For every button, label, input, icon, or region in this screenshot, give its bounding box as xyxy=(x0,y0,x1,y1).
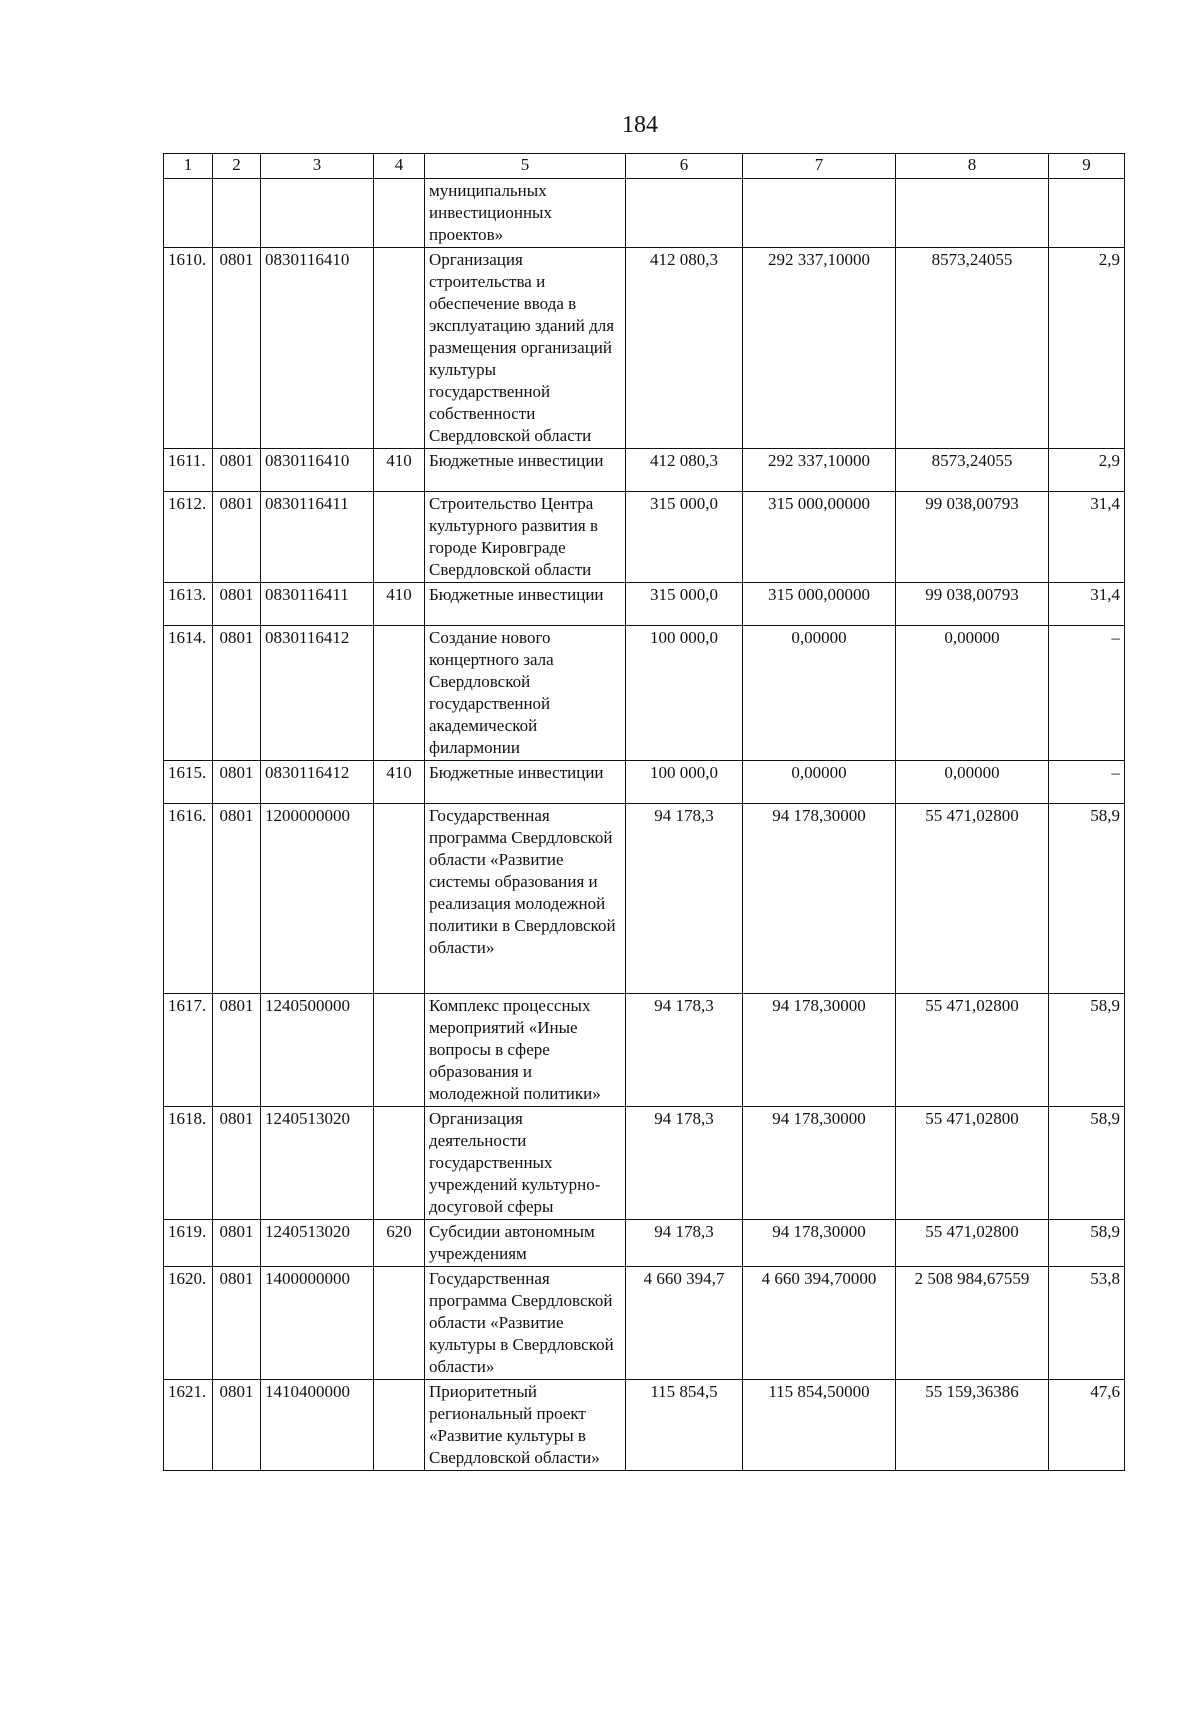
item-name-cell: Комплекс процессных мероприятий «Иные вопросы в сфере образования и молодежной политики» xyxy=(425,994,626,1107)
approved-amount-cell: 94 178,3 xyxy=(626,994,743,1107)
percent-cell: 58,9 xyxy=(1049,994,1125,1107)
row-number-cell: 1620. xyxy=(164,1267,213,1380)
item-name-cell: Бюджетные инвестиции xyxy=(425,449,626,492)
row-number-cell: 1612. xyxy=(164,492,213,583)
expense-type-cell xyxy=(374,1107,425,1220)
table-row xyxy=(164,449,1125,492)
section-code-cell: 0801 xyxy=(213,492,261,583)
target-code-cell: 1240500000 xyxy=(261,994,374,1107)
refined-amount-cell: 94 178,30000 xyxy=(743,1220,896,1267)
target-code-cell: 0830116410 xyxy=(261,449,374,492)
percent-cell: 47,6 xyxy=(1049,1380,1125,1471)
section-code-cell: 0801 xyxy=(213,449,261,492)
percent-cell: – xyxy=(1049,761,1125,804)
approved-amount-cell xyxy=(626,179,743,248)
table-row xyxy=(164,804,1125,994)
expense-type-cell xyxy=(374,994,425,1107)
refined-amount-cell: 315 000,00000 xyxy=(743,583,896,626)
approved-amount-cell: 315 000,0 xyxy=(626,492,743,583)
approved-amount-cell: 100 000,0 xyxy=(626,626,743,761)
approved-amount-cell: 100 000,0 xyxy=(626,761,743,804)
expense-type-cell: 410 xyxy=(374,583,425,626)
executed-amount-cell: 55 471,02800 xyxy=(896,1220,1049,1267)
percent-cell: 58,9 xyxy=(1049,1107,1125,1220)
target-code-cell: 1200000000 xyxy=(261,804,374,994)
item-name-cell: Приоритетный региональный проект «Развитие культуры в Свердловской области» xyxy=(425,1380,626,1471)
percent-cell: – xyxy=(1049,626,1125,761)
approved-amount-cell: 4 660 394,7 xyxy=(626,1267,743,1380)
section-code-cell: 0801 xyxy=(213,1380,261,1471)
executed-amount-cell: 8573,24055 xyxy=(896,449,1049,492)
column-header: 7 xyxy=(743,154,896,179)
expense-type-cell xyxy=(374,1380,425,1471)
table-row xyxy=(164,248,1125,449)
row-number-cell: 1610. xyxy=(164,248,213,449)
percent-cell: 31,4 xyxy=(1049,492,1125,583)
table-row xyxy=(164,1380,1125,1471)
percent-cell: 58,9 xyxy=(1049,804,1125,994)
expense-type-cell: 620 xyxy=(374,1220,425,1267)
table-body xyxy=(164,179,1125,1471)
expense-type-cell xyxy=(374,248,425,449)
percent-cell: 31,4 xyxy=(1049,583,1125,626)
section-code-cell: 0801 xyxy=(213,1220,261,1267)
row-number-cell: 1614. xyxy=(164,626,213,761)
percent-cell xyxy=(1049,179,1125,248)
target-code-cell: 0830116412 xyxy=(261,626,374,761)
target-code-cell: 1240513020 xyxy=(261,1220,374,1267)
section-code-cell: 0801 xyxy=(213,583,261,626)
table-row xyxy=(164,179,1125,248)
percent-cell: 58,9 xyxy=(1049,1220,1125,1267)
target-code-cell: 0830116411 xyxy=(261,583,374,626)
header-row xyxy=(164,154,1125,179)
row-number-cell: 1616. xyxy=(164,804,213,994)
item-name-cell: Строительство Центра культурного развития в городе Кировграде Свердловской области xyxy=(425,492,626,583)
executed-amount-cell: 99 038,00793 xyxy=(896,583,1049,626)
item-name-cell: Организация деятельности государственных учреждений культурно-досуговой сферы xyxy=(425,1107,626,1220)
column-header: 2 xyxy=(213,154,261,179)
executed-amount-cell: 55 159,36386 xyxy=(896,1380,1049,1471)
table-row xyxy=(164,626,1125,761)
executed-amount-cell: 0,00000 xyxy=(896,626,1049,761)
section-code-cell xyxy=(213,179,261,248)
table-row xyxy=(164,994,1125,1107)
executed-amount-cell: 55 471,02800 xyxy=(896,994,1049,1107)
refined-amount-cell: 94 178,30000 xyxy=(743,994,896,1107)
executed-amount-cell: 99 038,00793 xyxy=(896,492,1049,583)
item-name-cell: Государственная программа Свердловской области «Развитие культуры в Свердловской области» xyxy=(425,1267,626,1380)
approved-amount-cell: 412 080,3 xyxy=(626,449,743,492)
item-name-cell: Создание нового концертного зала Свердловской государственной академической филармонии xyxy=(425,626,626,761)
target-code-cell: 1240513020 xyxy=(261,1107,374,1220)
item-name-cell: Бюджетные инвестиции xyxy=(425,761,626,804)
approved-amount-cell: 115 854,5 xyxy=(626,1380,743,1471)
expense-type-cell xyxy=(374,626,425,761)
row-number-cell: 1615. xyxy=(164,761,213,804)
column-header: 3 xyxy=(261,154,374,179)
item-name-cell: Государственная программа Свердловской области «Развитие системы образования и реализация молодежной политики в Свердловской области» xyxy=(425,804,626,994)
section-code-cell: 0801 xyxy=(213,248,261,449)
column-header: 6 xyxy=(626,154,743,179)
expense-type-cell xyxy=(374,492,425,583)
column-header: 4 xyxy=(374,154,425,179)
refined-amount-cell: 315 000,00000 xyxy=(743,492,896,583)
expense-type-cell xyxy=(374,1267,425,1380)
target-code-cell: 0830116411 xyxy=(261,492,374,583)
section-code-cell: 0801 xyxy=(213,761,261,804)
refined-amount-cell: 0,00000 xyxy=(743,761,896,804)
page-number: 184 xyxy=(622,112,658,138)
refined-amount-cell: 292 337,10000 xyxy=(743,248,896,449)
executed-amount-cell: 0,00000 xyxy=(896,761,1049,804)
section-code-cell: 0801 xyxy=(213,1267,261,1380)
table-row xyxy=(164,1220,1125,1267)
column-header: 8 xyxy=(896,154,1049,179)
approved-amount-cell: 412 080,3 xyxy=(626,248,743,449)
percent-cell: 2,9 xyxy=(1049,248,1125,449)
percent-cell: 2,9 xyxy=(1049,449,1125,492)
table-header xyxy=(164,154,1125,179)
executed-amount-cell: 8573,24055 xyxy=(896,248,1049,449)
refined-amount-cell: 4 660 394,70000 xyxy=(743,1267,896,1380)
column-header: 1 xyxy=(164,154,213,179)
section-code-cell: 0801 xyxy=(213,994,261,1107)
target-code-cell: 0830116412 xyxy=(261,761,374,804)
target-code-cell: 0830116410 xyxy=(261,248,374,449)
executed-amount-cell: 2 508 984,67559 xyxy=(896,1267,1049,1380)
item-name-cell: Организация строительства и обеспечение ввода в эксплуатацию зданий для размещения организаций культуры государственной собственности Свердловской области xyxy=(425,248,626,449)
table-row xyxy=(164,583,1125,626)
section-code-cell: 0801 xyxy=(213,626,261,761)
target-code-cell xyxy=(261,179,374,248)
row-number-cell: 1619. xyxy=(164,1220,213,1267)
expense-type-cell: 410 xyxy=(374,761,425,804)
refined-amount-cell: 94 178,30000 xyxy=(743,1107,896,1220)
item-name-cell: Бюджетные инвестиции xyxy=(425,583,626,626)
executed-amount-cell: 55 471,02800 xyxy=(896,1107,1049,1220)
section-code-cell: 0801 xyxy=(213,1107,261,1220)
table-row xyxy=(164,1107,1125,1220)
approved-amount-cell: 94 178,3 xyxy=(626,804,743,994)
item-name-cell: муниципальных инвестиционных проектов» xyxy=(425,179,626,248)
budget-table xyxy=(163,153,1125,1471)
approved-amount-cell: 94 178,3 xyxy=(626,1220,743,1267)
table-row xyxy=(164,1267,1125,1380)
percent-cell: 53,8 xyxy=(1049,1267,1125,1380)
row-number-cell: 1618. xyxy=(164,1107,213,1220)
expense-type-cell: 410 xyxy=(374,449,425,492)
approved-amount-cell: 94 178,3 xyxy=(626,1107,743,1220)
executed-amount-cell: 55 471,02800 xyxy=(896,804,1049,994)
row-number-cell: 1621. xyxy=(164,1380,213,1471)
refined-amount-cell: 115 854,50000 xyxy=(743,1380,896,1471)
table-row xyxy=(164,761,1125,804)
column-header: 5 xyxy=(425,154,626,179)
refined-amount-cell: 292 337,10000 xyxy=(743,449,896,492)
target-code-cell: 1410400000 xyxy=(261,1380,374,1471)
row-number-cell: 1613. xyxy=(164,583,213,626)
column-header: 9 xyxy=(1049,154,1125,179)
section-code-cell: 0801 xyxy=(213,804,261,994)
table-row xyxy=(164,492,1125,583)
item-name-cell: Субсидии автономным учреждениям xyxy=(425,1220,626,1267)
row-number-cell xyxy=(164,179,213,248)
row-number-cell: 1611. xyxy=(164,449,213,492)
row-number-cell: 1617. xyxy=(164,994,213,1107)
refined-amount-cell: 94 178,30000 xyxy=(743,804,896,994)
refined-amount-cell: 0,00000 xyxy=(743,626,896,761)
expense-type-cell xyxy=(374,179,425,248)
approved-amount-cell: 315 000,0 xyxy=(626,583,743,626)
expense-type-cell xyxy=(374,804,425,994)
target-code-cell: 1400000000 xyxy=(261,1267,374,1380)
refined-amount-cell xyxy=(743,179,896,248)
executed-amount-cell xyxy=(896,179,1049,248)
